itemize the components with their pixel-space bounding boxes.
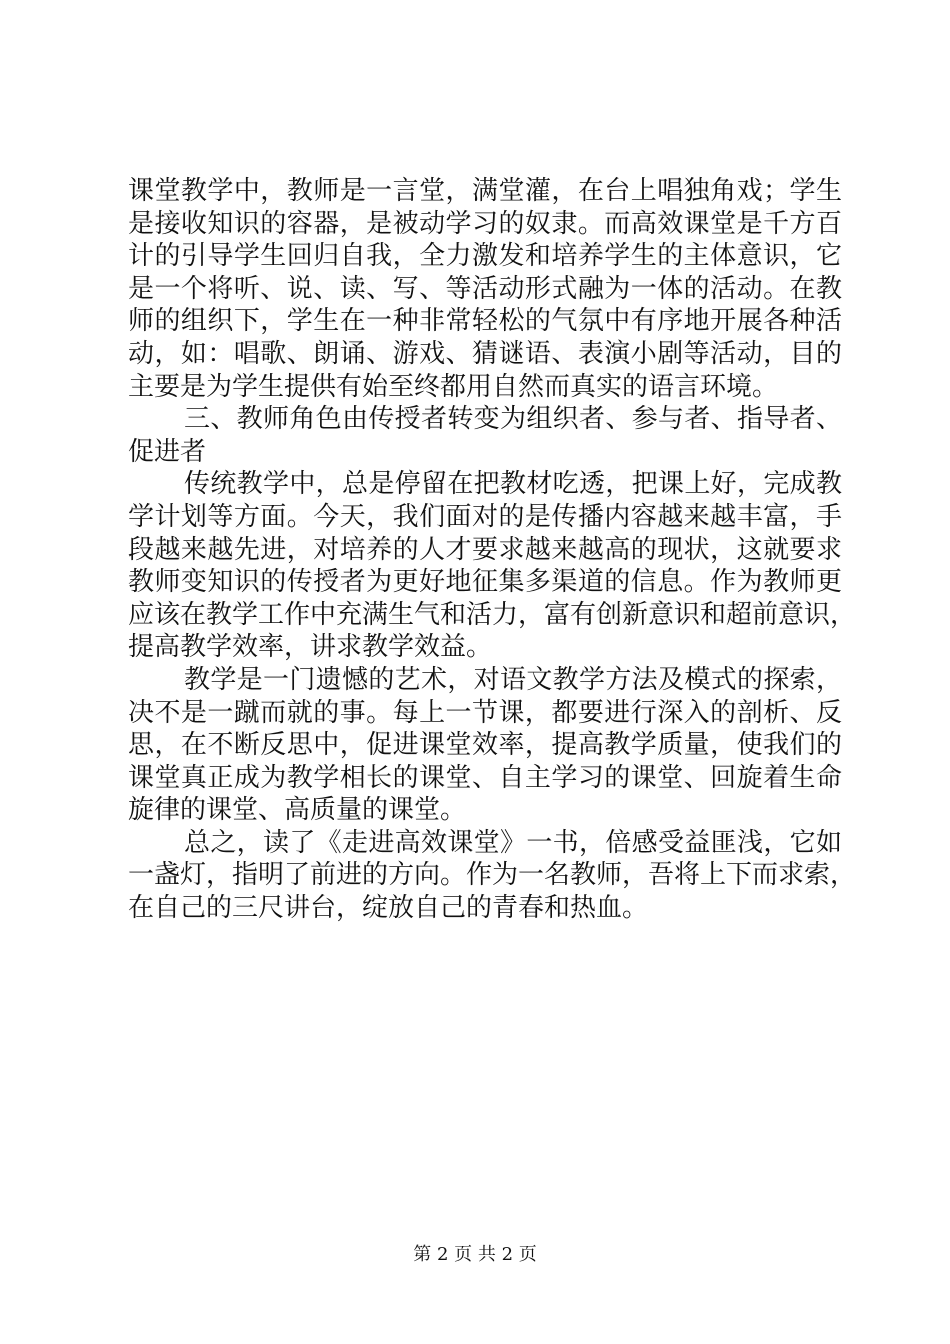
text-line: 学计划等方面。今天，我们面对的是传播内容越来越丰富，手 [128, 501, 842, 532]
section-heading-continued: 促进者 [128, 436, 207, 467]
page-number: 第 2 页 共 2 页 [413, 1244, 537, 1265]
text-line: 一盏灯，指明了前进的方向。作为一名教师，吾将上下而求索， [128, 860, 857, 891]
text-line: 决不是一蹴而就的事。每上一节课，都要进行深入的剖析、反 [128, 697, 842, 728]
text-line: 课堂真正成为教学相长的课堂、自主学习的课堂、回旋着生命 [128, 762, 842, 793]
text-line: 动，如：唱歌、朗诵、游戏、猜谜语、表演小剧等活动，目的 [128, 338, 842, 369]
text-line: 旋律的课堂、高质量的课堂。 [128, 795, 467, 826]
text-line: 计的引导学生回归自我，全力激发和培养学生的主体意识，它 [128, 241, 842, 272]
text-line: 是接收知识的容器，是被动学习的奴隶。而高效课堂是千方百 [128, 208, 842, 239]
text-line: 教师变知识的传授者为更好地征集多渠道的信息。作为教师更 [128, 567, 842, 598]
text-line: 段越来越先进，对培养的人才要求越来越高的现状，这就要求 [128, 534, 842, 565]
document-body [128, 175, 857, 925]
text-line: 传统教学中，总是停留在把教材吃透，把课上好，完成教 [184, 469, 842, 500]
text-line: 应该在教学工作中充满生气和活力，富有创新意识和超前意识， [128, 599, 857, 630]
page-footer [0, 1243, 950, 1267]
section-heading: 三、教师角色由传授者转变为组织者、参与者、指导者、 [184, 404, 842, 435]
text-line: 在自己的三尺讲台，绽放自己的青春和热血。 [128, 893, 649, 924]
text-line: 课堂教学中，教师是一言堂，满堂灌，在台上唱独角戏；学生 [128, 176, 842, 206]
text-line: 思，在不断反思中，促进课堂效率，提高教学质量，使我们的 [128, 730, 842, 761]
text-line: 主要是为学生提供有始至终都用自然而真实的语言环境。 [128, 371, 779, 402]
text-line: 提高教学效率，讲求教学效益。 [128, 632, 493, 663]
text-line: 教学是一门遗憾的艺术，对语文教学方法及模式的探索， [184, 664, 842, 695]
text-line: 师的组织下，学生在一种非常轻松的气氛中有序地开展各种活 [128, 306, 842, 337]
text-line: 总之，读了《走进高效课堂》一书，倍感受益匪浅，它如 [184, 827, 842, 858]
text-line: 是一个将听、说、读、写、等活动形式融为一体的活动。在教 [128, 273, 842, 304]
